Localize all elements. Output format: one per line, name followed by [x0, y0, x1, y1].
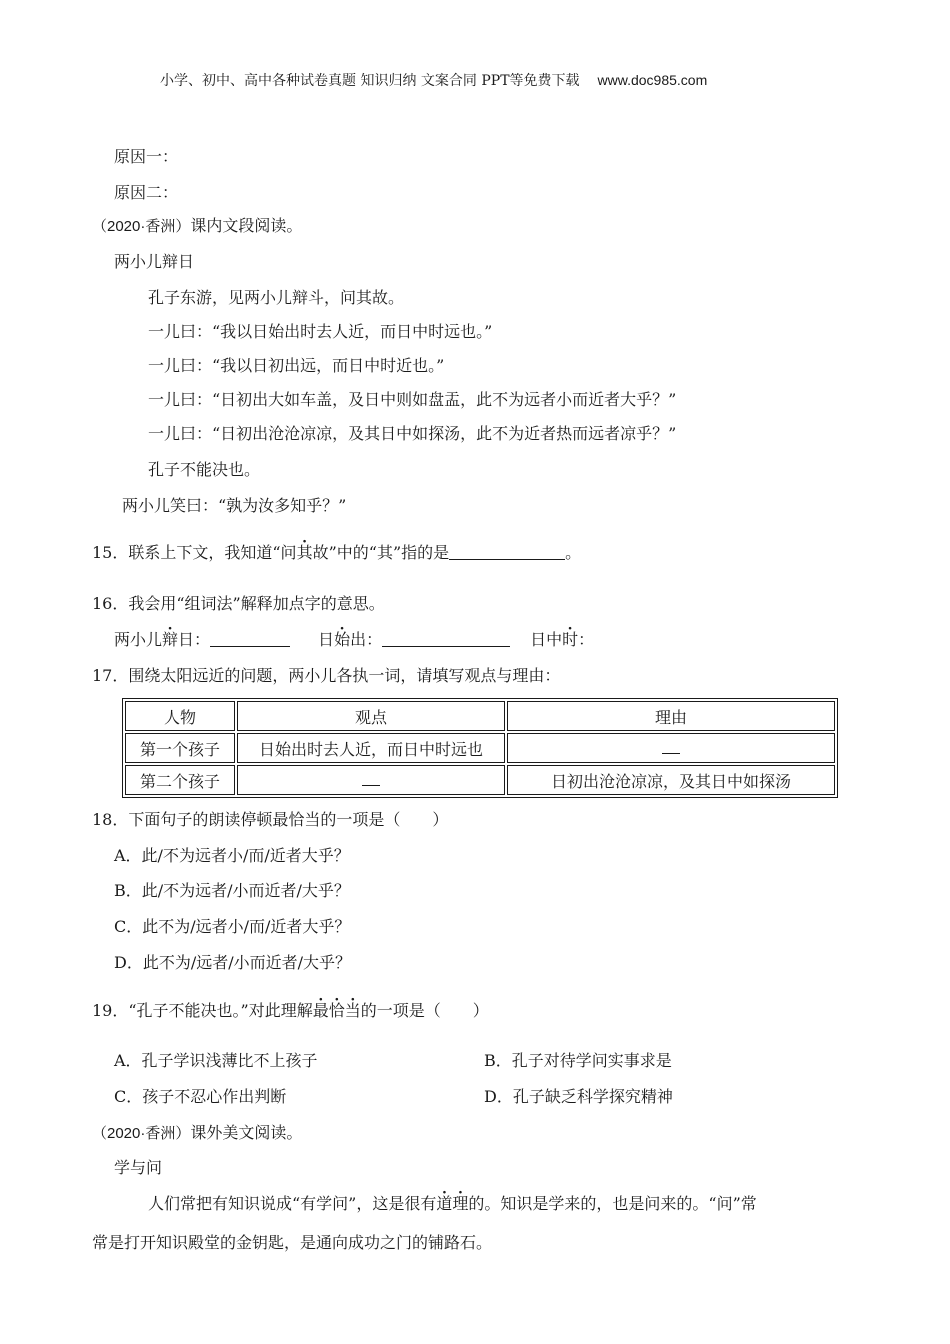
option-d[interactable]: D．此不为/远者/小而近者/大乎？ [114, 953, 352, 972]
table-cell-person: 第二个孩子 [125, 765, 235, 795]
question-number: 15． [92, 543, 129, 562]
question-number: 16． [92, 594, 129, 613]
article-text: 人们常把有知识说成“有学问”，这是很有 [148, 1194, 437, 1213]
option-d[interactable]: D．孔子缺乏科学探究精神 [484, 1087, 673, 1106]
header-text: 小学、初中、高中各种试卷真题 知识归纳 文案合同 PPT等免费下载 [160, 73, 580, 89]
article-title: 学与问 [114, 1158, 163, 1177]
page-header [160, 70, 707, 91]
question-text: 故”中的“其”指的是 [312, 543, 450, 562]
dotted-char: 最 [312, 1001, 329, 1020]
answer-blank[interactable] [210, 630, 290, 647]
question-text: 联系上下文，我知道“问 [128, 543, 297, 562]
section-2-title: 课外美文阅读。 [190, 1123, 303, 1142]
dotted-char: 辩 [162, 630, 179, 649]
table-header-row [125, 701, 835, 731]
item-text: 出： [350, 630, 383, 649]
table-header: 理由 [507, 701, 835, 731]
passage-line: 孔子不能决也。 [148, 460, 261, 479]
table-cell-reason: 日初出沧沧凉凉，及其日中如探汤 [507, 765, 835, 795]
table-cell-reason-blank[interactable] [507, 733, 835, 763]
question-text: 的一项是（ ） [360, 1001, 489, 1020]
question-number: 19． [92, 1001, 129, 1020]
passage-title: 两小儿辩日 [114, 252, 195, 271]
question-18 [92, 810, 448, 830]
section-2-heading [92, 1123, 302, 1144]
option-a[interactable]: A．此/不为远者小/而/近者大乎？ [114, 846, 350, 865]
passage-line: 两小儿笑曰：“孰为汝多知乎？” [122, 496, 347, 515]
section-1-title: 课内文段阅读。 [190, 216, 303, 235]
dotted-char: 始 [334, 630, 351, 649]
table-cell-view-blank[interactable] [237, 765, 505, 795]
dotted-char: 其 [296, 543, 313, 562]
table-cell-view: 日始出时去人近，而日中时远也 [237, 733, 505, 763]
question-15 [92, 543, 581, 563]
question-number: 17． [92, 666, 129, 685]
option-b[interactable]: B．孔子对待学问实事求是 [484, 1051, 672, 1070]
section-1-heading [92, 216, 302, 237]
question-16-items [114, 630, 594, 650]
table-header: 观点 [237, 701, 505, 731]
answer-blank[interactable] [362, 777, 380, 786]
article-paragraph [148, 1194, 757, 1214]
article-line: 常是打开知识殿堂的金钥匙，是通向成功之门的铺路石。 [92, 1233, 493, 1252]
question-16 [92, 594, 385, 614]
answer-blank[interactable] [382, 630, 510, 647]
table-cell-person: 第一个孩子 [125, 733, 235, 763]
question-text: 下面句子的朗读停顿最恰当的一项是（ ） [128, 810, 449, 829]
question-text: 我会用“组词法”解释加点字的意思。 [128, 594, 385, 613]
dotted-char: 恰 [328, 1001, 345, 1020]
question-number: 18． [92, 810, 129, 829]
passage-line: 一儿曰：“我以日初出远，而日中时近也。” [148, 356, 445, 375]
option-a[interactable]: A．孔子学识浅薄比不上孩子 [114, 1051, 318, 1070]
dotted-char: 理 [452, 1194, 469, 1213]
reason-1-line: 原因一： [114, 147, 179, 166]
viewpoint-table [122, 698, 838, 798]
dotted-char: 道 [436, 1194, 453, 1213]
header-url[interactable]: www.doc985.com [597, 72, 708, 88]
question-text: “孔子不能决也。”对此理解 [128, 1001, 313, 1020]
question-19 [92, 1001, 489, 1021]
reason-2-line: 原因二： [114, 183, 179, 202]
item-text: 日 [318, 630, 335, 649]
section-1-source: （2020·香洲） [92, 218, 191, 235]
question-text: 围绕太阳远近的问题，两小儿各执一词，请填写观点与理由： [128, 666, 561, 685]
option-c[interactable]: C．孩子不忍心作出判断 [114, 1087, 287, 1106]
table-row [125, 733, 835, 763]
item-text: 日： [178, 630, 211, 649]
question-text: 。 [565, 543, 582, 562]
table-header: 人物 [125, 701, 235, 731]
dotted-char: 当 [344, 1001, 361, 1020]
section-2-source: （2020·香洲） [92, 1125, 191, 1142]
article-text: 的。知识是学来的，也是问来的。“问”常 [468, 1194, 757, 1213]
passage-line: 孔子东游，见两小儿辩斗，问其故。 [148, 288, 405, 307]
passage-line: 一儿曰：“日初出大如车盖，及日中则如盘盂，此不为远者小而近者大乎？” [148, 390, 677, 409]
answer-blank[interactable] [662, 745, 680, 754]
option-b[interactable]: B．此/不为远者/小而近者/大乎？ [114, 881, 350, 900]
answer-blank[interactable] [449, 543, 565, 560]
item-text: ： [578, 630, 595, 649]
option-c[interactable]: C．此不为/远者小/而/近者大乎？ [114, 917, 351, 936]
passage-line: 一儿曰：“我以日始出时去人近，而日中时远也。” [148, 322, 493, 341]
table-row [125, 765, 835, 795]
item-text: 日中 [530, 630, 563, 649]
question-17 [92, 666, 560, 686]
dotted-char: 时 [562, 630, 579, 649]
passage-line: 一儿曰：“日初出沧沧凉凉，及其日中如探汤，此不为近者热而远者凉乎？” [148, 424, 677, 443]
item-text: 两小儿 [114, 630, 163, 649]
